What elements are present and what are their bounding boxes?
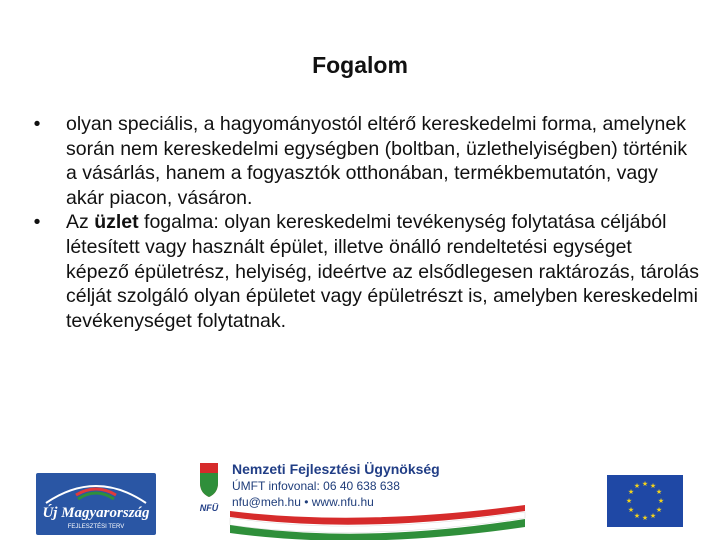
bullet-bold-term: üzlet [94, 211, 139, 234]
contact-line: nfu@meh.hu • www.nfu.hu [232, 495, 374, 509]
nfu-banner [190, 455, 530, 540]
slide-title-text: Fogalom [312, 52, 408, 78]
bullet-icon: • [33, 113, 41, 135]
svg-text:★: ★ [649, 482, 657, 490]
svg-text:★: ★ [641, 514, 649, 522]
svg-text:★: ★ [655, 506, 663, 514]
svg-text:★: ★ [649, 512, 657, 520]
svg-text:★: ★ [633, 482, 641, 490]
infoline: ÚMFT infovonal: 06 40 638 638 [232, 479, 400, 493]
svg-text:★: ★ [627, 488, 635, 496]
bullet-item [30, 210, 700, 333]
eu-flag [607, 475, 683, 527]
svg-text:★: ★ [641, 480, 649, 488]
svg-text:★: ★ [657, 497, 665, 505]
agency-name: Nemzeti Fejlesztési Ügynökség [232, 461, 440, 477]
nfu-logo-text: NFÜ [199, 503, 219, 513]
bullet-text: olyan speciális, a hagyományostól eltérő kereskedelmi forma, amelynek során nem kereskedelmi egységben (boltban, üzlethelyiségben) történik a vásárlás, hanem a fogyasztók otthonában, termékbemutatón, vagy akár piacon, vásáron. [66, 113, 688, 209]
eu-stars-icon [607, 475, 683, 527]
logo-main-text: Új Magyarország [42, 505, 150, 521]
svg-text:★: ★ [627, 506, 635, 514]
logo-sub-text: FEJLESZTÉSI TERV [67, 524, 125, 530]
footer [0, 455, 720, 540]
bullet-icon: • [33, 211, 41, 234]
svg-text:★: ★ [655, 488, 663, 496]
bullet-list [30, 112, 700, 333]
slide-title [0, 52, 720, 79]
bullet-text: fogalma: olyan kereskedelmi tevékenység folytatása céljából létesített vagy használt épület, illetve önálló rendeltetési egységet képező épületrész, helyiség, ideértve az elsődlegesen raktározás, tárolás célját szolgáló olyan épületet vagy épületrészt is, amelyben kereskedelmi tevékenységet folytatnak. [66, 211, 700, 332]
uj-magyarorszag-logo-graphic [36, 473, 156, 535]
svg-text:★: ★ [633, 512, 641, 520]
bullet-item [30, 112, 700, 210]
bullet-prefix: Az [66, 211, 95, 234]
uj-magyarorszag-logo [36, 473, 156, 535]
svg-text:★: ★ [625, 497, 633, 505]
